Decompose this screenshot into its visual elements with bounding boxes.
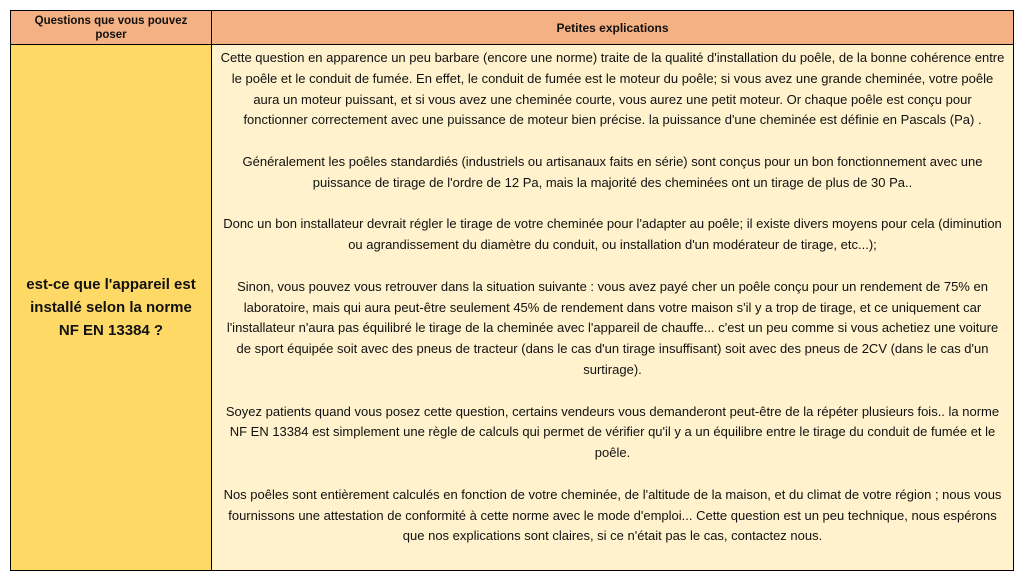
answer-paragraph-2: Généralement les poêles standardiés (industriels ou artisanaux faits en série) sont conçus pour un bon fonctionnement avec une puissance de tirage de l'ordre de 12 Pa, mais la majorité des cheminées ont un tirage de plus de 30 Pa.. xyxy=(242,153,983,190)
answer-paragraph-4: Sinon, vous pouvez vous retrouver dans la situation suivante : vous avez payé cher un poêle conçu pour un rendement de 75% en laboratoire, mais qui aura peut-être seulement 45% de rendement dans votre maison s'il y a trop de tirage, et ce uniquement car l'installateur n'aura pas équilibré le tirage de la cheminée avec l'appareil de chauffe... c'est un peu comme si vous achetiez une voiture de sport équipée soit avec des pneus de tracteur (dans le cas d'un tirage insuffisant) soit avec des pneus de 2CV (dans le cas d'un surtirage). xyxy=(226,278,999,377)
answer-paragraph-1: Cette question en apparence un peu barbare (encore une norme) traite de la qualité d'installation du poêle, de la bonne cohérence entre le poêle et le conduit de fumée. En effet, le conduit de fumée est le moteur du poêle; si vous avez une grande cheminée, votre poêle aura un moteur puissant, et si vous avez une cheminée courte, vous aurez une petit moteur. Or chaque poêle est conçu pour fonctionner correctement avec une puissance de moteur bien précise. la puissance d'une cheminée est définie en Pascals (Pa) . xyxy=(220,50,1005,128)
answer-paragraph-5: Soyez patients quand vous posez cette question, certains vendeurs vous demanderont peut-être de la répéter plusieurs fois.. la norme NF EN 13384 est simplement une règle de calculs qui permet de vérifier qu'il y a un équilibre entre le tirage du conduit de fumée et le poêle. xyxy=(225,403,1000,461)
header-questions: Questions que vous pouvez poser xyxy=(11,11,212,45)
answer-paragraph-3: Donc un bon installateur devrait régler le tirage de votre cheminée pour l'adapter au poêle; il existe divers moyens pour cela (diminution ou agrandissement du diamètre du conduit, ou installation d'un modérateur de tirage, etc...); xyxy=(223,216,1002,253)
answer-paragraph-6: Nos poêles sont entièrement calculés en fonction de votre cheminée, de l'altitude de la maison, et du climat de votre région ; nous vous fournissons une attestation de conformité à cette norme avec le mode d'emploi... Cette question est un peu technique, nous espérons que nos explications sont claires, si ce n'était pas le cas, contactez nous. xyxy=(223,486,1002,544)
header-explanations: Petites explications xyxy=(212,11,1013,45)
faq-table xyxy=(10,10,1014,571)
answer-cell xyxy=(212,45,1013,570)
question-cell: est-ce que l'appareil est installé selon la norme NF EN 13384 ? xyxy=(11,45,212,570)
